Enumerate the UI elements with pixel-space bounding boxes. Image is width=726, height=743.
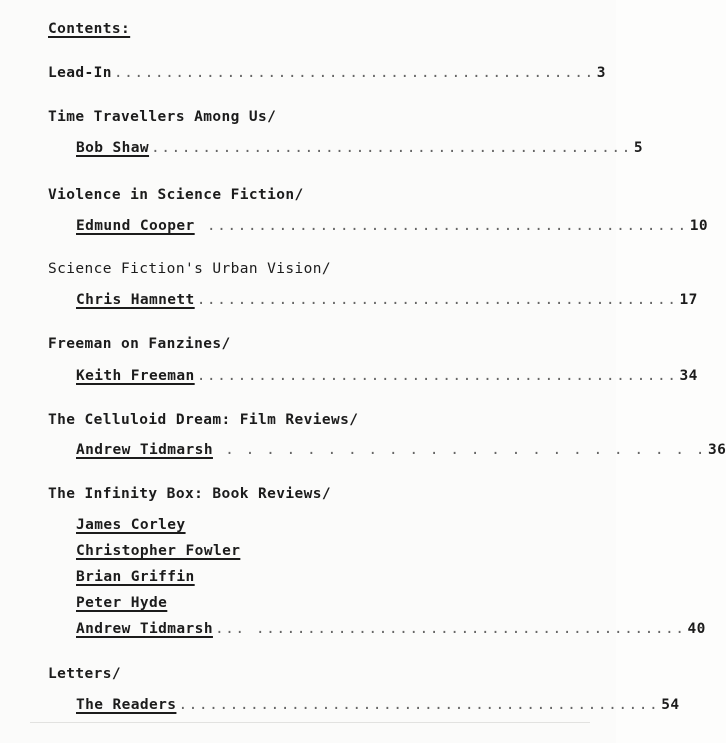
toc-entry-violence bbox=[76, 217, 708, 235]
page-number: 3 bbox=[596, 65, 606, 81]
entry-author: Andrew Tidmarsh bbox=[76, 621, 213, 637]
toc-entry-letters bbox=[76, 696, 680, 714]
entry-author: Chris Hamnett bbox=[76, 292, 195, 308]
entry-title-celluloid-dream: The Celluloid Dream: Film Reviews/ bbox=[48, 412, 359, 428]
toc-entry-celluloid-dream bbox=[76, 441, 726, 459]
entry-title-urban-vision: Science Fiction's Urban Vision/ bbox=[48, 261, 332, 277]
entry-title-fanzines: Freeman on Fanzines/ bbox=[48, 336, 231, 352]
entry-author: Keith Freeman bbox=[76, 368, 195, 384]
leader-dots: ............................................... bbox=[196, 368, 678, 384]
page-bottom-edge bbox=[30, 722, 590, 723]
entry-author: The Readers bbox=[76, 697, 177, 713]
entry-author: James Corley bbox=[76, 517, 186, 533]
entry-author: Christopher Fowler bbox=[76, 543, 241, 559]
entry-title-infinity-box: The Infinity Box: Book Reviews/ bbox=[48, 486, 332, 502]
page-number: 5 bbox=[633, 140, 643, 156]
entry-title-time-travellers: Time Travellers Among Us/ bbox=[48, 109, 277, 125]
entry-author: Brian Griffin bbox=[76, 569, 195, 585]
toc-entry-infinity-box bbox=[76, 620, 706, 638]
leader-dots: ............................................... bbox=[151, 140, 632, 156]
entry-author: Edmund Cooper bbox=[76, 218, 195, 234]
leader-dots: ............................................... bbox=[196, 292, 678, 308]
toc-entry-time-travellers bbox=[76, 139, 643, 157]
entry-title: Lead-In bbox=[48, 65, 112, 81]
entry-title-letters: Letters/ bbox=[48, 666, 122, 682]
toc-entry-lead-in bbox=[48, 64, 606, 82]
page-number: 36 bbox=[707, 442, 726, 458]
entry-author: Andrew Tidmarsh bbox=[76, 442, 213, 458]
leader-dots: ............................................... bbox=[196, 218, 688, 234]
entry-title-violence: Violence in Science Fiction/ bbox=[48, 187, 304, 203]
leader-dots: ............................................... bbox=[113, 65, 595, 81]
contents-heading: Contents: bbox=[48, 21, 131, 37]
toc-entry-urban-vision bbox=[76, 291, 698, 309]
page-number: 34 bbox=[679, 368, 698, 384]
leader-dots: ............................................... bbox=[178, 697, 660, 713]
leader-dots: ... .......................................... bbox=[214, 621, 686, 637]
toc-entry-fanzines bbox=[76, 367, 698, 385]
entry-author: Peter Hyde bbox=[76, 595, 168, 611]
page-number: 54 bbox=[661, 697, 680, 713]
leader-dots: . . . . . . . . . . . . . . . . . . . . . . . . bbox=[214, 442, 706, 458]
page-number: 17 bbox=[679, 292, 698, 308]
entry-author: Bob Shaw bbox=[76, 140, 150, 156]
page-number: 40 bbox=[687, 621, 706, 637]
page-number: 10 bbox=[689, 218, 708, 234]
